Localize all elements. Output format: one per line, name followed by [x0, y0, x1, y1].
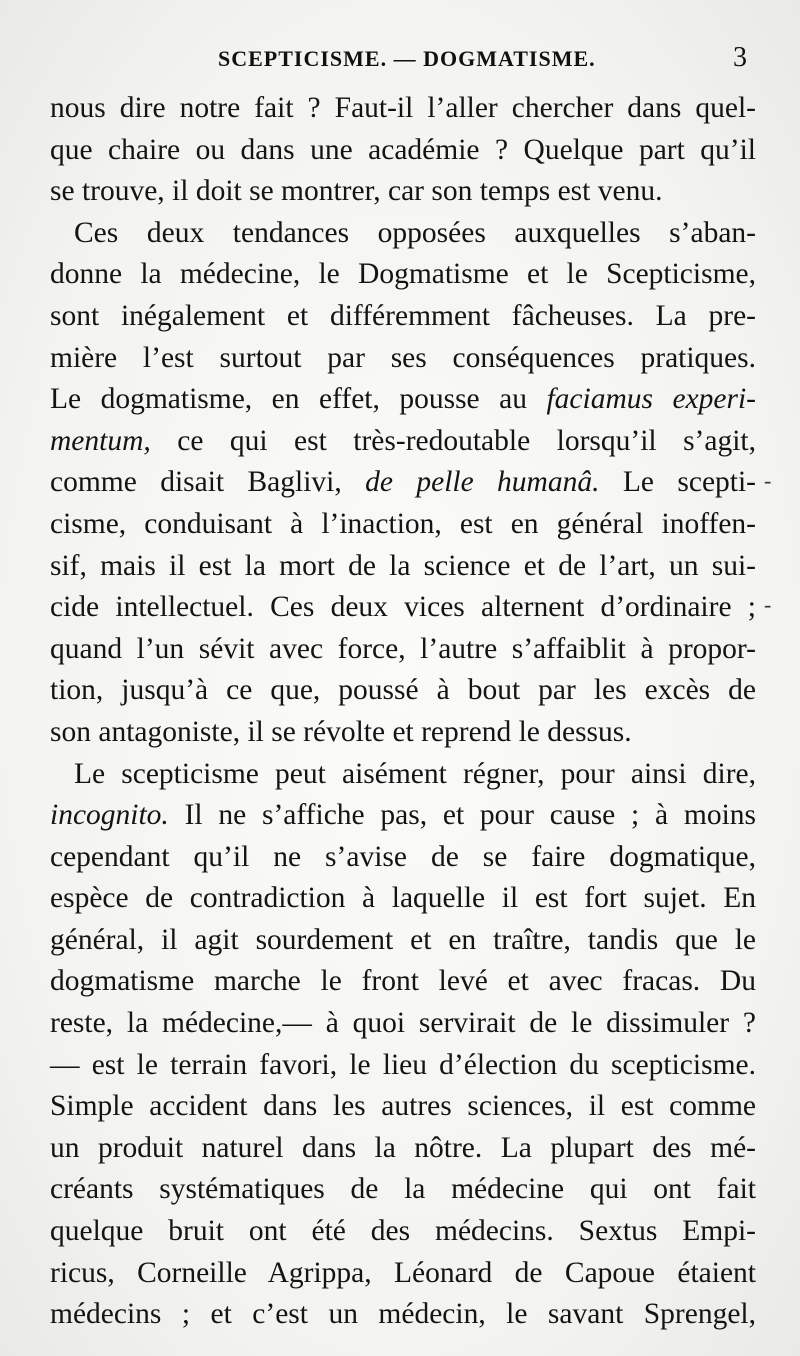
- text-line: [50, 379, 756, 421]
- text-segment: Le dogmatisme, en effet, pousse au: [50, 383, 547, 416]
- text-line: tion, jusqu’à ce que, poussé à bout par les excès de: [50, 674, 756, 707]
- text-line: son antagoniste, il se révolte et reprend le dessus.: [50, 715, 632, 748]
- margin-mark: -: [764, 468, 772, 493]
- text-line: [50, 421, 756, 463]
- text-line: nous dire notre fait ? Faut-il l’aller chercher dans quel-: [50, 92, 756, 124]
- italic-phrase: de pelle humanâ.: [365, 466, 600, 499]
- text-line: cide intellectuel. Ces deux vices alternent d’ordinaire ;: [50, 591, 756, 624]
- text-line: quand l’un sévit avec force, l’autre s’affaiblit à propor-: [50, 632, 756, 665]
- page-number: 3: [733, 42, 747, 73]
- text-line: médecins ; et c’est un médecin, le savant Sprengel,: [50, 1298, 756, 1331]
- text-segment: ce qui est très-redoutable lorsqu’il s’agit,: [150, 424, 756, 457]
- text-line: quelque bruit ont été des médecins. Sextus Empi-: [50, 1215, 756, 1248]
- text-line: un produit naturel dans la nôtre. La plupart des mé-: [50, 1131, 756, 1164]
- running-title: SCEPTICISME. — DOGMATISME.: [218, 46, 596, 71]
- text-line: que chaire ou dans une académie ? Quelque part qu’il: [50, 133, 756, 166]
- text-line: sif, mais il est la mort de la science et de l’art, un sui-: [50, 549, 756, 582]
- text-line: Simple accident dans les autres sciences, il est comme: [50, 1090, 756, 1123]
- text-line: espèce de contradiction à laquelle il est fort sujet. En: [50, 882, 756, 915]
- text-line: — est le terrain favori, le lieu d’élection du scepticisme.: [50, 1048, 756, 1081]
- text-segment: comme disait Baglivi,: [50, 466, 366, 499]
- text-line: général, il agit sourdement et en traître, tandis que le: [50, 923, 756, 956]
- text-line: dogmatisme marche le front levé et avec fracas. Du: [50, 965, 756, 998]
- text-line: [50, 462, 756, 504]
- text-line: Le scepticisme peut aisément régner, pour ainsi dire,: [74, 757, 756, 790]
- text-line: se trouve, il doit se montrer, car son temps est venu.: [50, 175, 663, 208]
- text-line: cisme, conduisant à l’inaction, est en général inoffen-: [50, 507, 756, 540]
- margin-mark: -: [764, 592, 772, 617]
- text-line: cependant qu’il ne s’avise de se faire dogmatique,: [50, 840, 756, 873]
- text-line: [50, 795, 756, 837]
- text-line: reste, la médecine,— à quoi servirait de le dissimuler ?: [50, 1007, 756, 1040]
- text-line: ricus, Corneille Agrippa, Léonard de Capoue étaient: [50, 1256, 756, 1289]
- text-line: Ces deux tendances opposées auxquelles s’aban-: [74, 216, 756, 249]
- text-line: mière l’est surtout par ses conséquences pratiques.: [50, 341, 756, 374]
- text-line: donne la médecine, le Dogmatisme et le Scepticisme,: [50, 258, 756, 291]
- text-line: créants systématiques de la médecine qui ont fait: [50, 1173, 756, 1206]
- page-header: [0, 40, 800, 82]
- italic-phrase: mentum,: [50, 424, 151, 457]
- italic-phrase: incognito.: [50, 799, 169, 832]
- italic-phrase: faciamus experi-: [546, 383, 756, 416]
- text-line: sont inégalement et différemment fâcheuses. La pre-: [50, 299, 756, 332]
- body-text: [50, 88, 756, 1336]
- text-segment: Le scepti-: [599, 466, 757, 499]
- text-segment: Il ne s’affiche pas, et pour cause ; à moins: [168, 799, 756, 832]
